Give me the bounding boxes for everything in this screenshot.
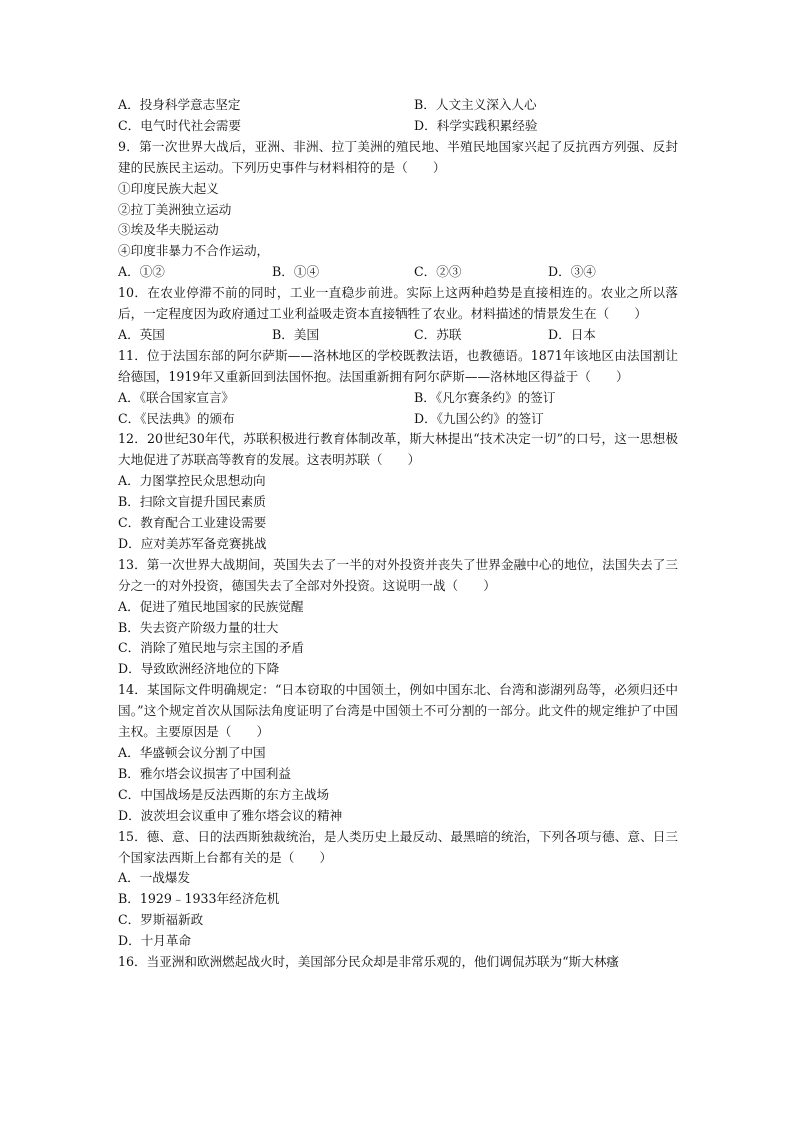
q9-item-3: ③埃及华夫脱运动 (118, 222, 219, 238)
q15-option-c: C．罗斯福新政 (118, 912, 204, 928)
q15-option-b: B．1929﹣1933年经济危机 (118, 891, 280, 907)
q8-option-a: A．投身科学意志坚定 (118, 97, 241, 112)
q8-options-row-1 (118, 95, 678, 116)
q15-option-a: A．一战爆发 (118, 870, 191, 886)
q13-option-c: C．消除了殖民地与宗主国的矛盾 (118, 640, 304, 656)
q10-option-c: C．苏联 (414, 326, 462, 342)
q14-option-d: D．波茨坦会议重申了雅尔塔会议的精神 (118, 807, 343, 823)
q10-options (118, 325, 678, 346)
q11-options-row-2 (118, 409, 678, 430)
q9-option-b: B．①④ (272, 264, 320, 280)
q13-stem: 13．第一次世界大战期间，英国失去了一半的对外投资并丧失了世界金融中心的地位，法国失去了三分之一的对外投资，德国失去了全部对外投资。这说明一战（ ） (118, 556, 678, 593)
q9-option-d: D．③④ (548, 264, 596, 280)
q13-option-d: D．导致欧洲经济地位的下降 (118, 661, 280, 677)
q11-options-row-1 (118, 388, 678, 409)
q12-option-b: B．扫除文盲提升国民素质 (118, 494, 266, 510)
q15-option-d: D．十月革命 (118, 933, 192, 949)
q13-option-b: B．失去资产阶级力量的壮大 (118, 619, 279, 635)
q10-option-d: D．日本 (548, 326, 596, 342)
q10-option-a: A．英国 (118, 326, 165, 342)
q11-option-c: C．《民法典》的颁布 (118, 410, 235, 426)
q12-option-c: C．教育配合工业建设需要 (118, 515, 267, 531)
exam-page (118, 95, 678, 973)
q9-item-1: ①印度民族大起义 (118, 180, 219, 196)
q9-option-c: C．②③ (414, 264, 462, 280)
q13-option-a: A．促进了殖民地国家的民族觉醒 (118, 598, 304, 614)
q9-option-a: A．①② (118, 264, 165, 280)
q14-option-b: B．雅尔塔会议损害了中国利益 (118, 765, 291, 781)
q14-option-a: A．华盛顿会议分割了中国 (118, 745, 266, 760)
q9-options (118, 262, 678, 283)
q12-option-a: A．力图掌控民众思想动向 (118, 473, 266, 489)
q8-option-c: C．电气时代社会需要 (118, 117, 241, 133)
q8-options-row-2 (118, 116, 678, 137)
q10-option-b: B．美国 (272, 326, 320, 342)
q15-stem: 15．德、意、日的法西斯独裁统治，是人类历史上最反动、最黑暗的统治，下列各项与德、意、日三个国家法西斯上台都有关的是（ ） (118, 828, 678, 865)
q14-stem: 14．某国际文件明确规定：“日本窃取的中国领土，例如中国东北、台湾和澎湖列岛等，必须归还中国。”这个规定首次从国际法角度证明了台湾是中国领土不可分割的一部分。此文件的规定维护了中国主权。主要原因是（ ） (118, 682, 678, 740)
q16-stem: 16．当亚洲和欧洲燃起战火时，美国部分民众却是非常乐观的，他们调侃苏联为“斯大林瘙 (118, 954, 620, 970)
q11-stem: 11．位于法国东部的阿尔萨斯——洛林地区的学校既教法语，也教德语。1871年该地区由法国割让给德国，1919年又重新回到法国怀抱。法国重新拥有阿尔萨斯——洛林地区得益于（ ） (118, 347, 678, 384)
q12-stem: 12．20世纪30年代，苏联积极进行教育体制改革，斯大林提出“技术决定一切”的口号，这一思想极大地促进了苏联高等教育的发展。这表明苏联（ ） (118, 431, 678, 468)
q9-item-2: ②拉丁美洲独立运动 (118, 201, 232, 217)
q11-option-d: D．《九国公约》的签订 (414, 410, 544, 426)
q8-option-b: B．人文主义深入人心 (414, 97, 537, 112)
q12-option-d: D．应对美苏军备竞赛挑战 (118, 535, 267, 551)
q14-option-c: C．中国战场是反法西斯的东方主战场 (118, 786, 330, 802)
q9-stem: 9．第一次世界大战后，亚洲、非洲、拉丁美洲的殖民地、半殖民地国家兴起了反抗西方列强、反封建的民族民主运动。下列历史事件与材料相符的是（ ） (118, 138, 678, 175)
q11-option-b: B．《凡尔赛条约》的签订 (414, 389, 556, 405)
q11-option-a: A．《联合国家宣言》 (118, 389, 235, 405)
q8-option-d: D．科学实践积累经验 (414, 117, 538, 133)
q10-stem: 10．在农业停滞不前的同时，工业一直稳步前进。实际上这两种趋势是直接相连的。农业之所以落后，一定程度因为政府通过工业利益吸走资本直接牺牲了农业。材料描述的情景发生在（ ） (118, 285, 678, 322)
q9-item-4: ④印度非暴力不合作运动， (118, 243, 270, 259)
